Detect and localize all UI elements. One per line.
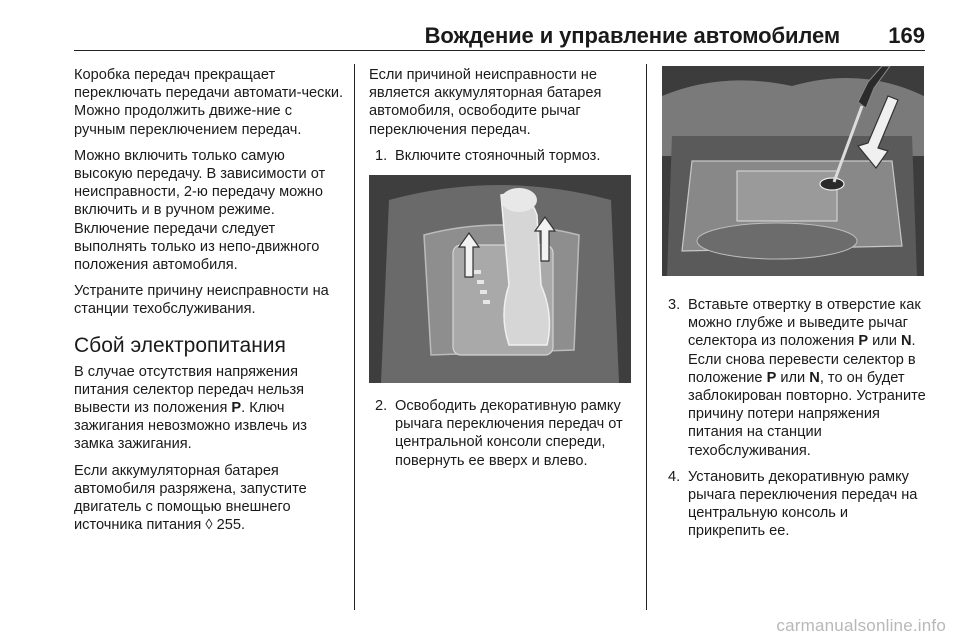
step-2 <box>369 397 637 470</box>
paragraph: Если аккумуляторная батарея автомобиля разряжена, запустите двигатель с помощью внешнего источника питания ◊ 255. <box>74 462 307 534</box>
column-3 <box>662 66 928 549</box>
step-number: 4. <box>668 468 681 485</box>
column-divider-1 <box>354 64 355 610</box>
paragraph: В случае отсутствия напряжения питания селектор передач нельзя вывести из положения P. Ключ зажигания невозможно извлечь из замка зажигания. <box>74 363 307 453</box>
step-text: Включите стояночный тормоз. <box>395 147 601 164</box>
screwdriver-drawing <box>662 66 924 276</box>
step-text: Установить декоративную рамку рычага переключения передач на центральную консоль и прикрепить ее. <box>688 468 918 540</box>
paragraph: Коробка передач прекращает переключать передачи автомати-чески. Можно продолжить движе-ние с ручным переключением передач. <box>74 67 344 138</box>
section-heading: Сбой электропитания <box>74 333 286 357</box>
page-number: 169 <box>888 23 925 48</box>
header-title: Вождение и управление автомобилем <box>424 23 840 48</box>
screwdriver-illustration <box>662 66 924 276</box>
watermark: carmanualsonline.info <box>776 616 946 635</box>
gear-selector-illustration <box>369 175 631 383</box>
page-reference[interactable]: 255. <box>212 517 246 534</box>
step-number: 2. <box>375 398 388 415</box>
column-2 <box>369 66 637 478</box>
column-divider-2 <box>646 64 647 610</box>
paragraph: Устраните причину неисправности на станции техобслуживания. <box>74 283 329 318</box>
paragraph: Можно включить только самую высокую передачу. В зависимости от неисправности, 2-ю передачу можно включить и в ручном режиме. Включение передачи следует выполнять только из непо-движного положения автомобиля. <box>74 147 326 274</box>
column-1 <box>74 66 346 542</box>
paragraph: Если причиной неисправности не является аккумуляторная батарея автомобиля, освободите рычаг переключения передач. <box>369 67 602 138</box>
step-1 <box>369 147 637 165</box>
step-3: 3. Вставьте отвертку в отверстие как можно глубже и выведите рычаг селектора из положения P или N. Если снова перевести селектор в положение P или N, то он будет заблокирован повторно. Устраните причину потери напряжения питания на станции техобслуживания. <box>668 297 926 459</box>
step-number: 1. <box>375 147 388 164</box>
page-reference-icon: ◊ <box>205 517 213 534</box>
header-rule <box>74 50 925 51</box>
step-4 <box>662 468 928 541</box>
page-header <box>0 0 960 52</box>
gear-position-p: P <box>231 400 242 417</box>
gear-selector-drawing <box>369 175 631 383</box>
step-number: 3. <box>668 297 681 313</box>
step-text: Освободить декоративную рамку рычага переключения передач от центральной консоли спереди, повернуть ее вверх и влево. <box>395 398 623 469</box>
